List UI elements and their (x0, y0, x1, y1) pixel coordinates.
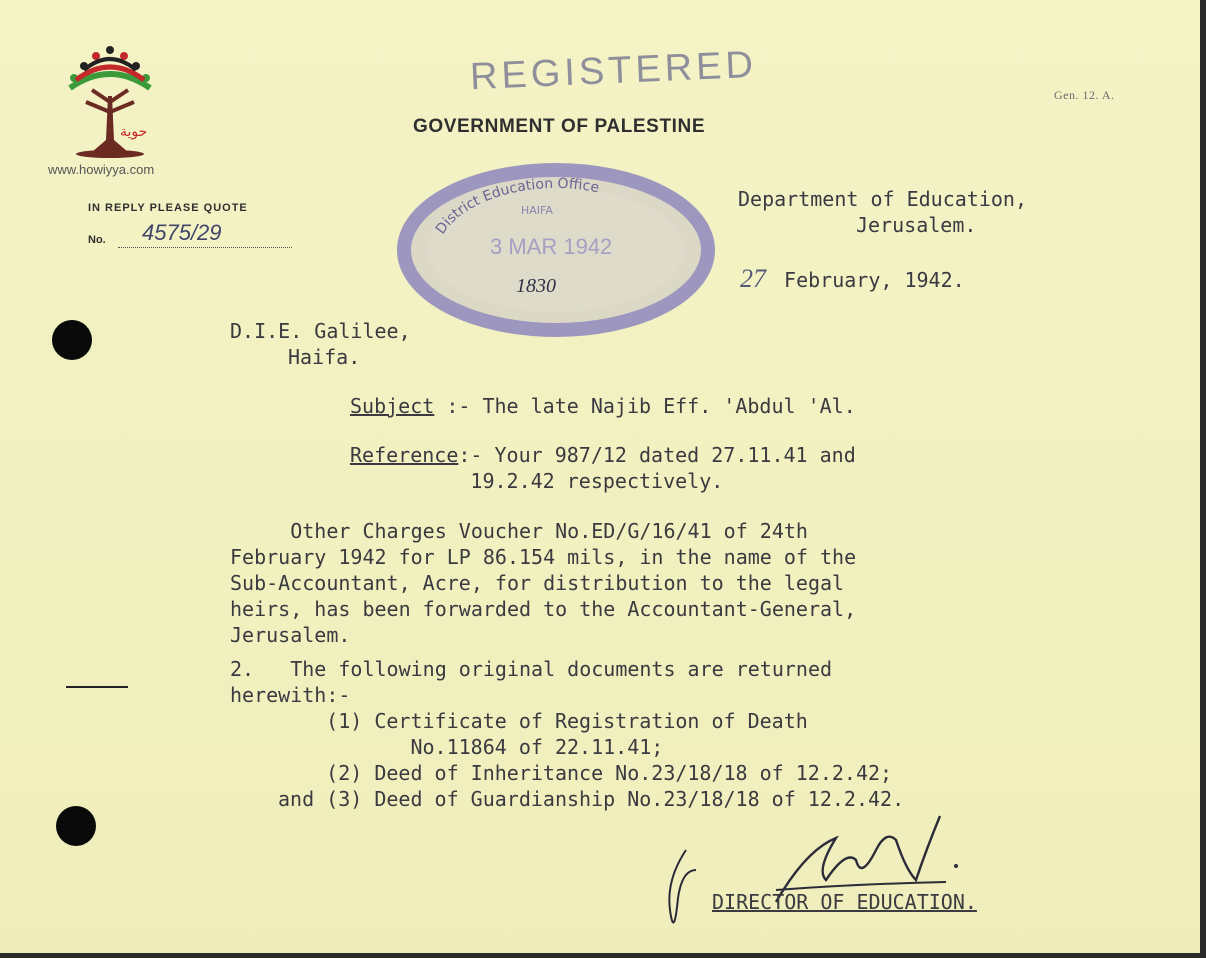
logo-url: www.howiyya.com (48, 162, 155, 177)
signatory-title: DIRECTOR OF EDUCATION. (712, 890, 977, 914)
addressee-line-1: D.I.E. Galilee, (230, 319, 411, 343)
registered-stamp: REGISTERED (469, 43, 758, 99)
reference-number-value: 4575/29 (142, 220, 222, 245)
body-paragraph-2: 2. The following original documents are returned herewith:- (230, 657, 833, 707)
stamp-city: HAIFA (521, 204, 553, 217)
addressee (230, 318, 411, 370)
body-paragraph-1: Other Charges Voucher No.ED/G/16/41 of 24th February 1942 for LP 86.154 mils, in the name of the Sub-Accountant, Acre, for distribution to the legal heirs, has been forwarded to the Accountant-General, Jerusalem. (230, 519, 857, 647)
punch-hole-bottom (56, 806, 96, 846)
scan-edge-right (1200, 0, 1206, 958)
svg-text:حوية: حوية (120, 124, 148, 140)
addressee-line-2: Haifa. (288, 345, 361, 369)
letterhead-title: GOVERNMENT OF PALESTINE (413, 116, 706, 137)
stamp-date: 3 MAR 1942 (490, 234, 613, 259)
reference-label: Reference (350, 443, 459, 467)
subject-text: :- The late Najib Eff. 'Abdul 'Al. (434, 394, 856, 418)
sender-line-1: Department of Education, (738, 187, 1027, 211)
sender-line-2: Jerusalem. (856, 213, 977, 237)
date-day-handwritten: 27 (740, 264, 766, 293)
received-date-stamp (396, 162, 716, 338)
scan-edge-bottom (0, 953, 1206, 958)
reference-number-underline (118, 247, 292, 248)
reply-quote-label: IN REPLY PLEASE QUOTE (88, 202, 248, 214)
reference-line (350, 442, 856, 494)
tree-logo-icon (62, 40, 158, 162)
reference-text: :- Your 987/12 dated 27.11.41 and 19.2.42 respectively. (458, 443, 856, 493)
document-list: (1) Certificate of Registration of Death No.11864 of 22.11.41; (2) Deed of Inheritance No.23/18/18 of 12.2.42; and (3) Deed of Guardianship No.23/18/18 of 12.2.42. (278, 709, 905, 811)
subject-line (350, 394, 856, 418)
sender-address (738, 186, 1027, 238)
stamp-office-text: District Education Office (432, 175, 601, 238)
letter-date (740, 264, 965, 294)
stamp-handwritten-number: 1830 (516, 275, 556, 297)
form-code: Gen. 12. A. (1054, 88, 1115, 102)
subject-label: Subject (350, 394, 435, 418)
reference-number-label: No. (88, 234, 106, 246)
handwritten-signature (656, 810, 976, 940)
margin-dash (66, 686, 128, 688)
date-month-year: February, 1942. (784, 268, 965, 292)
punch-hole-top (52, 320, 92, 360)
